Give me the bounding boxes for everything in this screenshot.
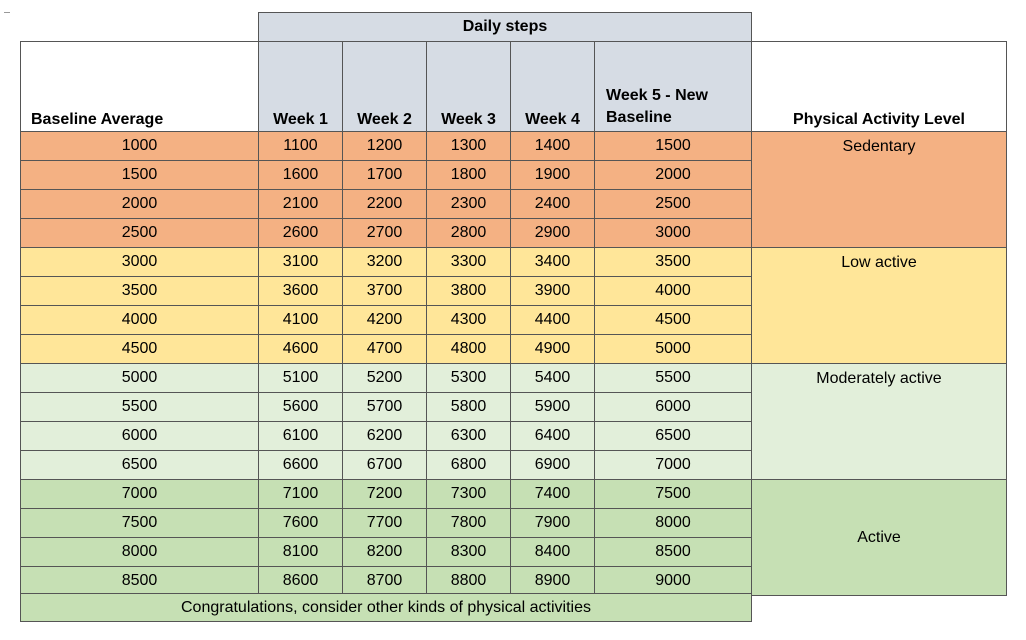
table-cell-week-4: 6900 [510,450,595,480]
table-cell-baseline: 4000 [20,305,259,335]
activity-level-cell: Low active [751,247,1007,364]
table-cell-week-5: 4500 [594,305,752,335]
table-cell-week-5: 5000 [594,334,752,364]
table-cell-week-1: 6600 [258,450,343,480]
activity-level-cell: Moderately active [751,363,1007,480]
table-cell-week-1: 4600 [258,334,343,364]
activity-level-cell: Sedentary [751,131,1007,248]
table-cell-week-1: 3600 [258,276,343,306]
table-cell-week-2: 2700 [342,218,427,248]
table-cell-baseline: 2500 [20,218,259,248]
table-cell-week-5: 8500 [594,537,752,567]
table-cell-week-4: 3900 [510,276,595,306]
table-cell-baseline: 6500 [20,450,259,480]
table-cell-week-2: 4200 [342,305,427,335]
page-corner-tick [4,12,10,13]
table-cell-week-3: 4300 [426,305,511,335]
table-cell-week-5: 2000 [594,160,752,190]
table-cell-week-4: 1900 [510,160,595,190]
physical-activity-level-header: Physical Activity Level [751,41,1007,132]
table-cell-baseline: 8000 [20,537,259,567]
table-cell-week-1: 1600 [258,160,343,190]
table-cell-baseline: 2000 [20,189,259,219]
week-5-new-baseline-header [594,41,752,132]
activity-level-cell: Active [751,479,1007,596]
table-cell-baseline: 5000 [20,363,259,393]
table-cell-week-2: 7700 [342,508,427,538]
table-cell-week-4: 5900 [510,392,595,422]
table-cell-week-2: 5700 [342,392,427,422]
table-cell-week-5: 2500 [594,189,752,219]
table-cell-week-4: 4400 [510,305,595,335]
table-cell-week-4: 7400 [510,479,595,509]
table-cell-week-5: 6000 [594,392,752,422]
table-cell-baseline: 5500 [20,392,259,422]
table-cell-week-3: 3300 [426,247,511,277]
table-cell-week-3: 5800 [426,392,511,422]
week-2-header: Week 2 [342,41,427,132]
table-cell-week-4: 2900 [510,218,595,248]
table-cell-week-2: 5200 [342,363,427,393]
table-cell-week-2: 7200 [342,479,427,509]
table-cell-week-5: 6500 [594,421,752,451]
table-cell-week-1: 6100 [258,421,343,451]
table-cell-week-2: 6700 [342,450,427,480]
table-cell-week-5: 3000 [594,218,752,248]
week-3-header: Week 3 [426,41,511,132]
table-cell-week-5: 5500 [594,363,752,393]
table-cell-week-2: 8200 [342,537,427,567]
table-cell-week-5: 7000 [594,450,752,480]
table-cell-week-5: 9000 [594,566,752,596]
table-cell-week-4: 8400 [510,537,595,567]
table-cell-week-2: 8700 [342,566,427,596]
table-cell-week-1: 2600 [258,218,343,248]
table-cell-week-4: 4900 [510,334,595,364]
table-cell-week-5: 1500 [594,131,752,161]
table-cell-week-5: 4000 [594,276,752,306]
table-cell-week-5: 3500 [594,247,752,277]
footer-congratulations: Congratulations, consider other kinds of physical activities [20,593,752,622]
table-cell-week-3: 6800 [426,450,511,480]
table-cell-baseline: 3000 [20,247,259,277]
table-cell-week-1: 5600 [258,392,343,422]
table-cell-week-3: 3800 [426,276,511,306]
table-cell-week-2: 1700 [342,160,427,190]
table-cell-week-2: 3200 [342,247,427,277]
table-cell-week-3: 6300 [426,421,511,451]
table-cell-week-1: 5100 [258,363,343,393]
baseline-average-header: Baseline Average [20,41,259,132]
table-cell-week-5: 7500 [594,479,752,509]
table-cell-week-3: 1300 [426,131,511,161]
table-cell-week-1: 1100 [258,131,343,161]
table-cell-week-4: 2400 [510,189,595,219]
table-cell-week-3: 4800 [426,334,511,364]
table-cell-week-1: 8100 [258,537,343,567]
week-5-header-line-2: Baseline [606,109,672,126]
table-cell-baseline: 1000 [20,131,259,161]
week-1-header: Week 1 [258,41,343,132]
table-cell-week-2: 4700 [342,334,427,364]
table-cell-baseline: 1500 [20,160,259,190]
table-cell-week-2: 6200 [342,421,427,451]
table-cell-week-4: 8900 [510,566,595,596]
week-5-header-line-1: Week 5 - New [606,87,708,104]
table-cell-baseline: 3500 [20,276,259,306]
table-cell-week-4: 7900 [510,508,595,538]
table-cell-week-2: 2200 [342,189,427,219]
table-cell-week-3: 8800 [426,566,511,596]
table-cell-week-3: 5300 [426,363,511,393]
table-cell-week-3: 7800 [426,508,511,538]
table-cell-week-3: 2800 [426,218,511,248]
table-cell-week-1: 8600 [258,566,343,596]
table-cell-baseline: 7000 [20,479,259,509]
table-cell-week-3: 8300 [426,537,511,567]
table-cell-week-1: 2100 [258,189,343,219]
table-cell-week-5: 8000 [594,508,752,538]
table-cell-week-4: 5400 [510,363,595,393]
table-cell-week-4: 3400 [510,247,595,277]
table-cell-week-1: 7600 [258,508,343,538]
table-cell-week-2: 1200 [342,131,427,161]
table-cell-week-4: 1400 [510,131,595,161]
table-cell-week-4: 6400 [510,421,595,451]
table-cell-baseline: 4500 [20,334,259,364]
week-4-header: Week 4 [510,41,595,132]
table-cell-week-3: 2300 [426,189,511,219]
table-cell-week-3: 7300 [426,479,511,509]
table-cell-baseline: 8500 [20,566,259,596]
table-cell-baseline: 6000 [20,421,259,451]
daily-steps-header: Daily steps [258,12,752,42]
table-cell-week-2: 3700 [342,276,427,306]
table-cell-week-1: 4100 [258,305,343,335]
table-cell-baseline: 7500 [20,508,259,538]
table-cell-week-3: 1800 [426,160,511,190]
table-cell-week-1: 7100 [258,479,343,509]
table-cell-week-1: 3100 [258,247,343,277]
